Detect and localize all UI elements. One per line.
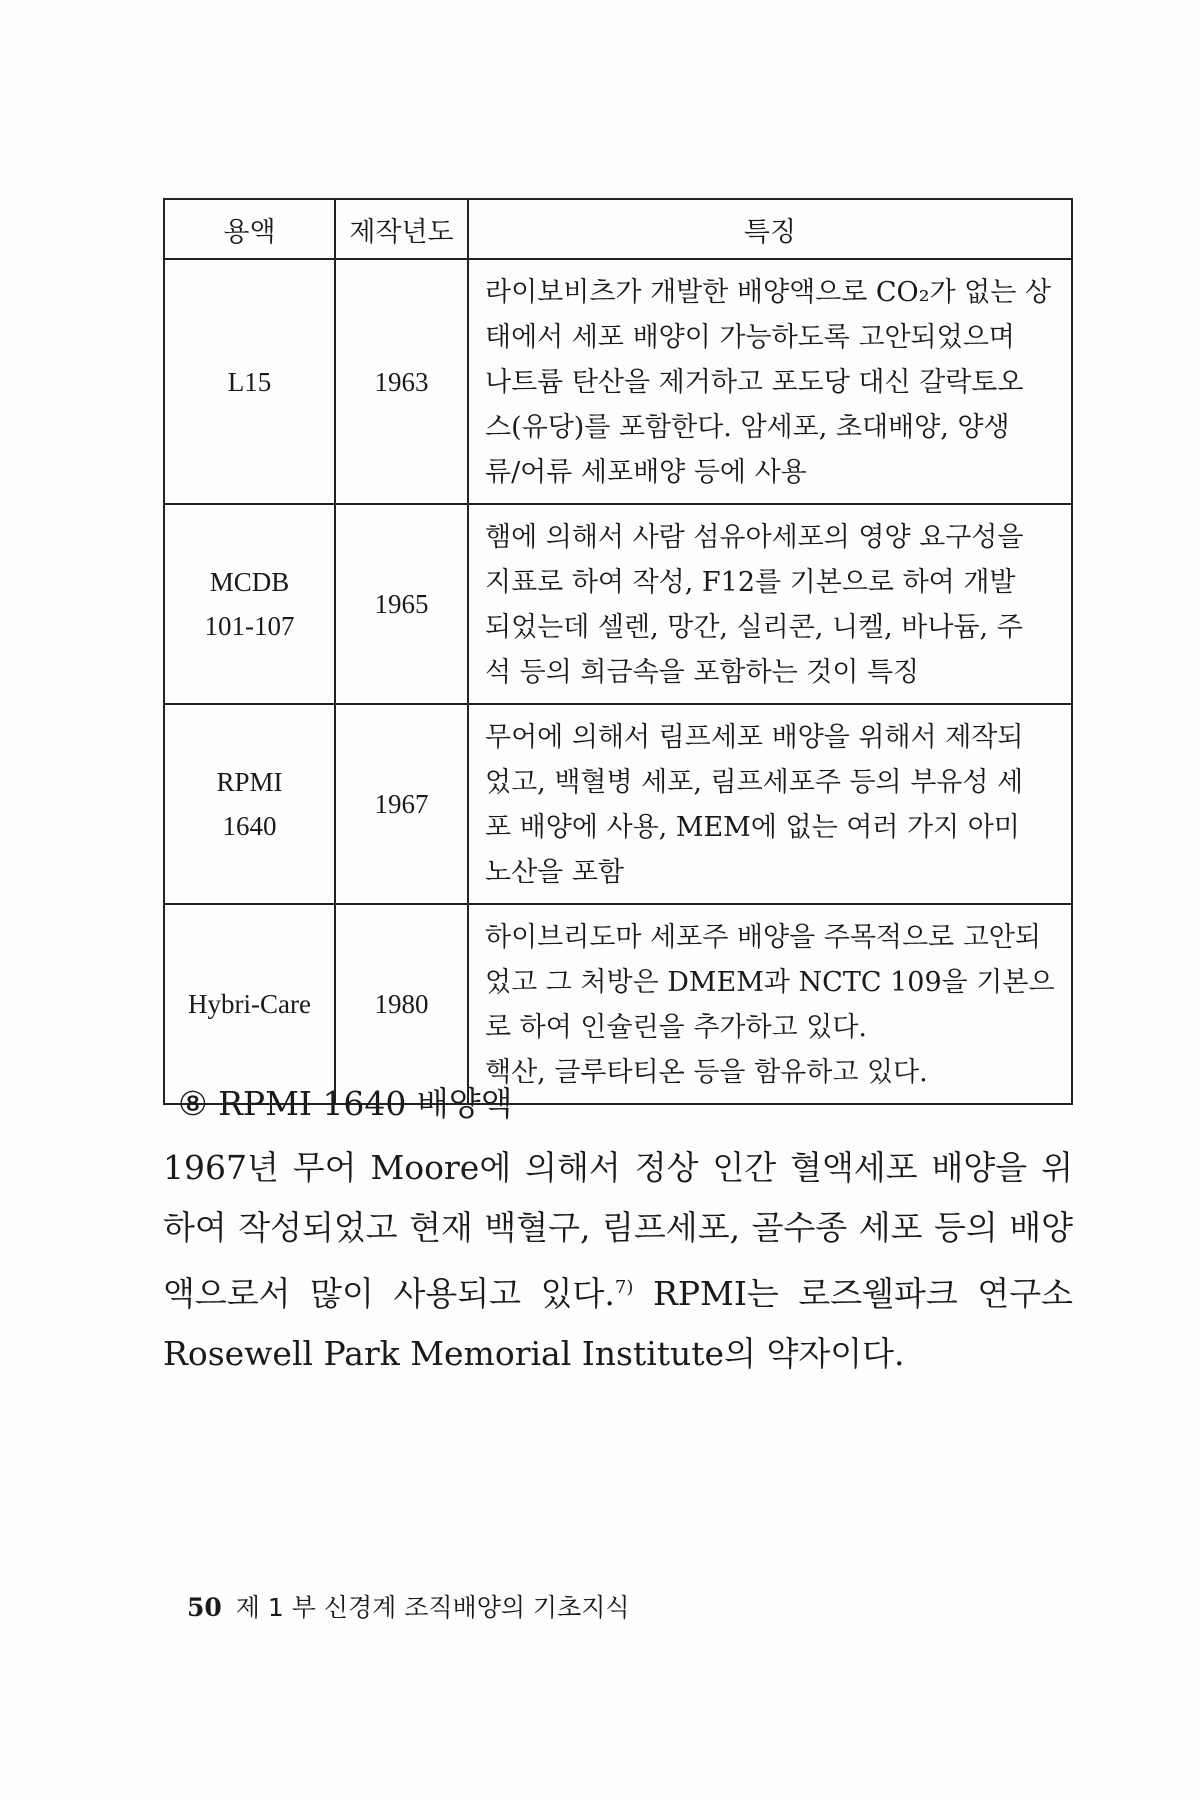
medium-name-line: Hybri-Care [188,989,311,1019]
medium-description [468,504,1072,704]
medium-name-line: MCDB [209,567,290,597]
medium-name [164,504,335,704]
paragraph-text-continued: RPMI는 로즈웰파크 연구소 Rosewell Park Memorial Institute의 약자이다. [163,1274,1074,1373]
description-line: 었고 그 처방은 DMEM과 NCTC 109을 기본으 [485,967,1055,998]
description-line: 되었는데 셀렌, 망간, 실리콘, 니켈, 바나듐, 주 [485,612,1023,643]
paragraph-text: 1967년 무어 Moore에 의해서 정상 인간 혈액세포 배양을 위하여 작성되었고 현재 백혈구, 림프세포, 골수종 세포 등의 배양액으로서 많이 사용되고 있다. [163,1148,1073,1313]
description-line: 석 등의 희금속을 포함하는 것이 특징 [485,657,920,688]
page-footer [187,1588,630,1624]
page-number: 50 [187,1593,222,1622]
description-line: 노산을 포함 [485,857,624,888]
medium-description [468,259,1072,504]
running-title: 제 1 부 신경계 조직배양의 기초지식 [235,1593,630,1622]
medium-name [164,259,335,504]
body-paragraph [163,1138,1073,1384]
description-line: 류/어류 세포배양 등에 사용 [485,457,807,488]
medium-year: 1967 [335,704,468,904]
medium-year: 1980 [335,904,468,1104]
description-line: 지표로 하여 작성, F12를 기본으로 하여 개발 [485,567,1016,598]
section-heading: ⑧ RPMI 1640 배양액 [178,1084,513,1123]
medium-name-line: L15 [227,366,272,397]
medium-name [164,904,335,1104]
medium-year: 1963 [335,259,468,504]
description-line: 태에서 세포 배양이 가능하도록 고안되었으며 [485,322,1015,353]
description-line: 하이브리도마 세포주 배양을 주목적으로 고안되 [485,922,1041,953]
table-row [164,259,1072,504]
description-line: 포 배양에 사용, MEM에 없는 여러 가지 아미 [485,812,1020,843]
medium-name-line: RPMI [216,767,283,797]
description-line: 나트륨 탄산을 제거하고 포도당 대신 갈락토오 [485,367,1024,398]
culture-media-table [163,198,1073,1105]
description-line: 햄에 의해서 사람 섬유아세포의 영양 요구성을 [485,522,1024,553]
medium-name-line: 1640 [222,811,277,841]
medium-name [164,704,335,904]
medium-year: 1965 [335,504,468,704]
description-line: 무어에 의해서 림프세포 배양을 위해서 제작되 [485,722,1024,753]
description-line: 핵산, 글루타티온 등을 함유하고 있다. [485,1057,928,1088]
description-line: 라이보비츠가 개발한 배양액으로 CO₂가 없는 상 [485,277,1052,308]
table-row [164,904,1072,1104]
header-year: 제작년도 [335,199,468,259]
footnote-reference: 7) [614,1277,634,1298]
table-row [164,504,1072,704]
medium-description [468,904,1072,1104]
header-features: 특징 [468,199,1072,259]
medium-description [468,704,1072,904]
description-line: 로 하여 인슐린을 추가하고 있다. [485,1012,867,1043]
medium-name-line: 101-107 [204,611,295,641]
header-solution: 용액 [164,199,335,259]
table-row [164,704,1072,904]
table-header-row [164,199,1072,259]
description-line: 스(유당)를 포함한다. 암세포, 초대배양, 양생 [485,412,1010,443]
description-line: 었고, 백혈병 세포, 림프세포주 등의 부유성 세 [485,767,1024,798]
